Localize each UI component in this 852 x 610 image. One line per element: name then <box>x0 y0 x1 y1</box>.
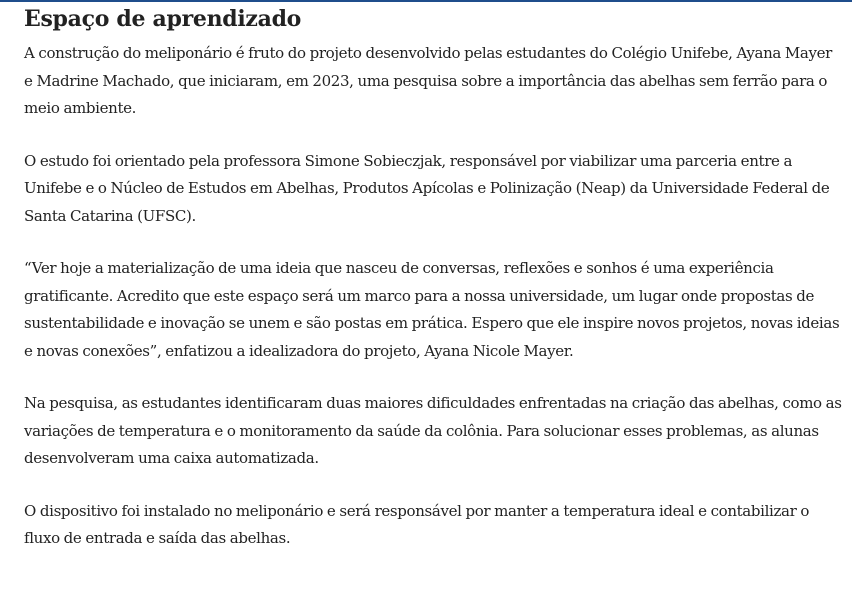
section-heading: Espaço de aprendizado <box>24 6 302 32</box>
article-paragraph: Na pesquisa, as estudantes identificaram duas maiores dificuldades enfrentadas na criação das abelhas, como as variações de temperatura e o monitoramento da saúde da colônia. Para solucionar esses problemas, as alunas desenvolveram uma caixa automatizada. <box>24 394 842 467</box>
article-paragraph: O estudo foi orientado pela professora Simone Sobieczjak, responsável por viabilizar uma parceria entre a Unifebe e o Núcleo de Estudos em Abelhas, Produtos Apícolas e Polinização (Neap) da Universidade Federal de Santa Catarina (UFSC). <box>24 151 830 225</box>
article-section <box>24 4 844 578</box>
article-paragraph: O dispositivo foi instalado no meliponário e será responsável por manter a temperatura ideal e contabilizar o fluxo de entrada e saída das abelhas. <box>24 501 810 547</box>
top-border <box>0 0 852 2</box>
article-paragraph: A construção do meliponário é fruto do projeto desenvolvido pelas estudantes do Colégio Unifebe, Ayana Mayer e Madrine Machado, que iniciaram, em 2023, uma pesquisa sobre a importância das abelhas sem ferrão para o meio ambiente. <box>24 44 832 117</box>
article-quote-paragraph: “Ver hoje a materialização de uma ideia que nasceu de conversas, reflexões e sonhos é uma experiência gratificante. Acredito que este espaço será um marco para a nossa universidade, um lugar onde propostas de sustentabilidade e inovação se unem e são postas em prática. Espero que ele inspire novos projetos, novas ideias e novas conexões”, enfatizou a idealizadora do projeto, Ayana Nicole Mayer. <box>24 259 840 360</box>
